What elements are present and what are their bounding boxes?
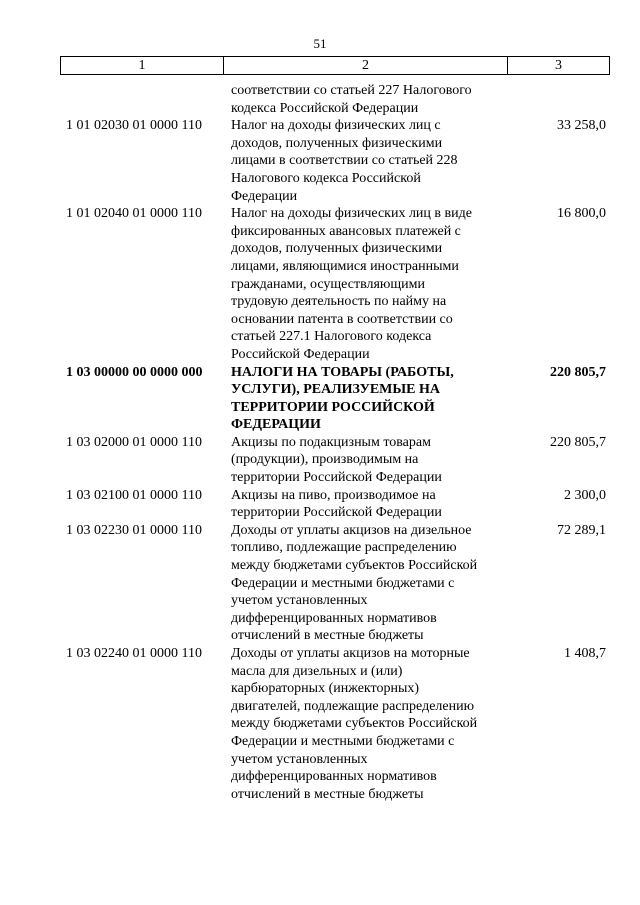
amount: 16 800,0: [557, 206, 606, 222]
income-name-line: ТЕРРИТОРИИ РОССИЙСКОЙ: [231, 399, 435, 415]
table-row: [0, 522, 640, 645]
table-row: [0, 487, 640, 522]
income-name-line: основании патента в соответствии со: [231, 311, 453, 327]
income-name-line: доходов, полученных физическими: [231, 241, 443, 257]
income-name-line: масла для дизельных и (или): [231, 663, 403, 679]
income-name: [231, 205, 521, 363]
income-name-line: Акцизы на пиво, производимое на: [231, 487, 436, 503]
income-name-line: Федерации и местными бюджетами с: [231, 575, 455, 591]
income-name: [231, 487, 521, 522]
income-name-line: отчислений в местные бюджеты: [231, 628, 424, 644]
budget-classification-code: 1 03 02230 01 0000 110: [66, 522, 202, 538]
table-row: [0, 434, 640, 487]
budget-classification-code: 1 03 02100 01 0000 110: [66, 487, 202, 503]
income-name: [231, 117, 521, 205]
income-name-line: Доходы от уплаты акцизов на моторные: [231, 646, 470, 661]
income-name-line: двигателей, подлежащие распределению: [231, 698, 475, 714]
income-name-line: Российской Федерации: [231, 346, 370, 362]
income-name-line: дифференцированных нормативов: [231, 769, 437, 785]
table-row: [0, 117, 640, 205]
income-name-line: лицами в соответствии со статьей 228: [231, 153, 458, 169]
income-name-line: между бюджетами субъектов Российской: [231, 716, 478, 732]
column-header-2: 2: [224, 57, 508, 74]
budget-classification-code: 1 01 02040 01 0000 110: [66, 206, 202, 222]
income-name-line: Федерации: [231, 188, 298, 204]
income-name: [231, 522, 521, 645]
income-name: [231, 645, 521, 803]
income-name-line: кодекса Российской Федерации: [231, 100, 419, 116]
income-name-line: НАЛОГИ НА ТОВАРЫ (РАБОТЫ,: [231, 364, 454, 380]
income-name-line: лицами, являющимися иностранными: [231, 258, 459, 274]
income-name: [231, 364, 521, 434]
income-name-line: (продукции), производимым на: [231, 452, 419, 468]
column-header-row: [60, 56, 610, 75]
table-row: [0, 364, 640, 434]
income-table-body: [0, 82, 640, 803]
amount: 33 258,0: [557, 118, 606, 134]
income-name-line: карбюраторных (инжекторных): [231, 681, 420, 697]
amount: 72 289,1: [557, 522, 606, 538]
amount: 2 300,0: [564, 487, 606, 503]
income-name-line: территории Российской Федерации: [231, 470, 442, 486]
amount: 220 805,7: [550, 434, 606, 450]
income-name-line: трудовую деятельность по найму на: [231, 294, 447, 310]
income-name: [231, 434, 521, 487]
income-name-line: между бюджетами субъектов Российской: [231, 558, 478, 574]
table-row: [0, 82, 640, 117]
income-name-line: учетом установленных: [231, 593, 368, 609]
income-name-line: доходов, полученных физическими: [231, 135, 443, 151]
table-row: [0, 645, 640, 803]
budget-classification-code: 1 03 02240 01 0000 110: [66, 646, 202, 661]
column-header-3: 3: [555, 58, 562, 73]
budget-classification-code: 1 03 00000 00 0000 000: [66, 364, 203, 380]
amount: 220 805,7: [550, 364, 606, 380]
income-name-line: Налогового кодекса Российской: [231, 170, 421, 186]
income-name-line: учетом установленных: [231, 751, 368, 767]
income-name-line: статьей 227.1 Налогового кодекса: [231, 329, 432, 345]
income-name-line: топливо, подлежащие распределению: [231, 540, 457, 556]
income-name-line: Налог на доходы физических лиц с: [231, 118, 441, 134]
income-name-line: отчислений в местные бюджеты: [231, 786, 424, 802]
income-name-line: соответствии со статьей 227 Налогового: [231, 83, 472, 98]
income-name-line: Налог на доходы физических лиц в виде: [231, 206, 472, 222]
column-header-1: 1: [61, 57, 224, 74]
page-number: 51: [313, 36, 327, 51]
budget-classification-code: 1 01 02030 01 0000 110: [66, 118, 202, 134]
income-name-line: дифференцированных нормативов: [231, 610, 437, 626]
income-name-line: ФЕДЕРАЦИИ: [231, 417, 321, 433]
income-name-line: Федерации и местными бюджетами с: [231, 733, 455, 749]
income-name-line: УСЛУГИ), РЕАЛИЗУЕМЫЕ НА: [231, 382, 440, 398]
income-name-line: фиксированных авансовых платежей с: [231, 223, 461, 239]
income-name-line: территории Российской Федерации: [231, 505, 442, 521]
budget-classification-code: 1 03 02000 01 0000 110: [66, 434, 202, 450]
amount: 1 408,7: [564, 646, 606, 661]
income-name-line: Доходы от уплаты акцизов на дизельное: [231, 522, 472, 538]
income-name-line: гражданами, осуществляющими: [231, 276, 426, 292]
income-name: [231, 82, 521, 117]
table-row: [0, 205, 640, 363]
income-name-line: Акцизы по подакцизным товарам: [231, 434, 431, 450]
